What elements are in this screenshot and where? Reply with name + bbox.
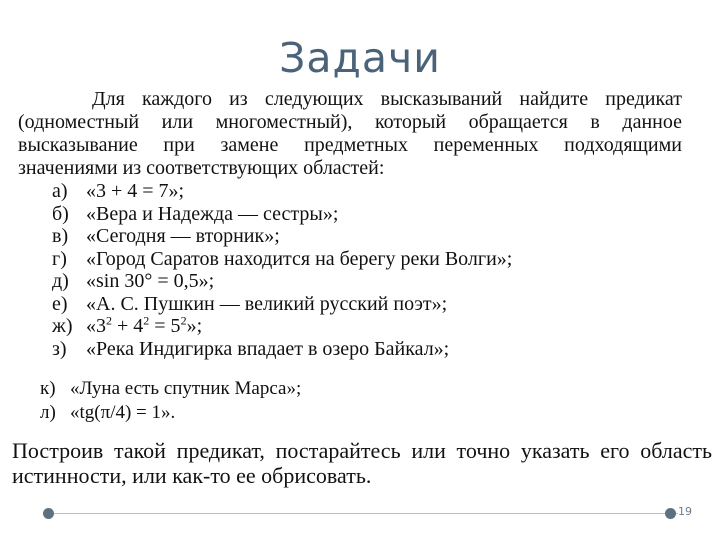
list-item: е) «А. С. Пушкин — великий русский поэт»; <box>52 292 448 315</box>
left-dot-icon <box>43 508 54 519</box>
footer-divider <box>48 513 678 514</box>
slide-title: Задачи <box>279 34 441 82</box>
list-item: к) «Луна есть спутник Марса»; <box>40 378 302 399</box>
list-item: з) «Река Индигирка впадает в озеро Байкал»; <box>52 337 450 360</box>
page-number: 19 <box>678 505 692 518</box>
list-item: г) «Город Саратов находится на берегу реки Волги»; <box>52 247 513 270</box>
list-item: а) «3 + 4 = 7»; <box>52 180 185 202</box>
list-item: б) «Вера и Надежда — сестры»; <box>52 202 339 225</box>
intro-paragraph <box>18 88 682 180</box>
list-item: в) «Сегодня — вторник»; <box>52 225 280 247</box>
task-list-continued <box>40 377 640 425</box>
conclusion-paragraph: Построив такой предикат, постарайтесь или точно указать его область истинности, или как-то ее обрисовать. <box>12 438 712 488</box>
list-item: д) «sin 30° = 0,5»; <box>52 270 215 292</box>
list-item: ж) «$3^2 + 4^2 = 5^2$»; <box>52 313 203 337</box>
intro-text: Для каждого из следующих высказываний найдите предикат (одноместный или многоместный), который обращается в данное высказывание при замене предметных переменных подходящими значениями из соответствующих областей: <box>18 88 682 179</box>
list-item: л) «tg(π/4) = 1». <box>40 402 176 423</box>
task-list <box>52 180 652 360</box>
right-dot-icon <box>665 508 676 519</box>
